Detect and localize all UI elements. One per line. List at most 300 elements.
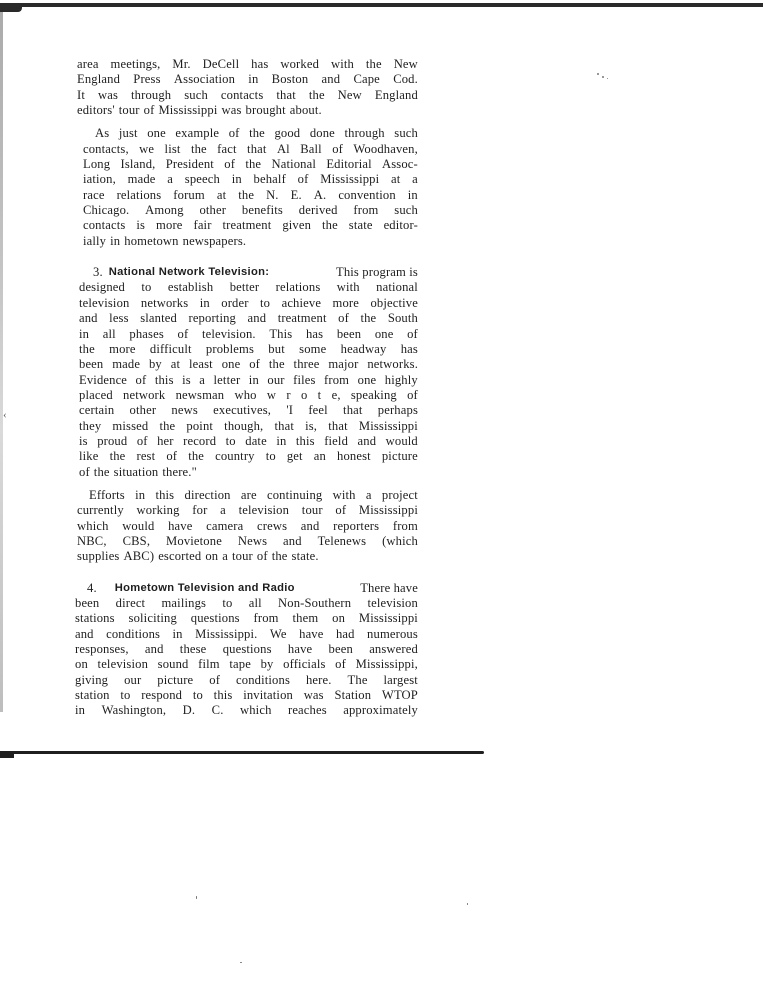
word: Among — [145, 203, 184, 218]
word: Mississippi — [320, 172, 380, 187]
section-heading: Hometown Television and Radio — [114, 581, 295, 594]
word: continuing — [266, 487, 323, 502]
word: that — [247, 141, 267, 156]
word: such — [394, 203, 418, 218]
text-line — [75, 703, 418, 718]
word: by — [260, 657, 274, 672]
word: one — [374, 326, 394, 341]
scan-speck — [240, 962, 242, 963]
margin-mark: ‹ — [3, 409, 7, 421]
word: been — [336, 326, 362, 341]
word: questions — [222, 642, 272, 657]
word: in — [231, 172, 242, 187]
word: New — [337, 87, 362, 102]
word: on — [205, 549, 219, 564]
word: headway — [340, 341, 387, 356]
word: of — [209, 672, 221, 687]
word: there." — [162, 464, 197, 479]
word: race — [83, 187, 105, 202]
word: Mississippi. — [195, 626, 258, 641]
word: and — [357, 433, 377, 448]
word: of — [228, 126, 240, 141]
word: relations — [116, 187, 162, 202]
word: list — [164, 141, 181, 156]
word: been — [79, 357, 104, 372]
word: and — [300, 518, 320, 533]
word: ially — [83, 233, 107, 248]
text-line — [77, 88, 418, 103]
word: record — [183, 433, 217, 448]
word: had — [335, 626, 355, 641]
word: slanted — [140, 311, 177, 326]
word: files — [293, 372, 316, 387]
word: phases — [129, 326, 164, 341]
word: this — [155, 487, 175, 502]
word: of — [407, 326, 418, 341]
word: national — [376, 280, 418, 295]
word: officials — [283, 657, 326, 672]
word: television — [367, 596, 418, 610]
word: brought — [245, 103, 286, 118]
word: point — [186, 418, 214, 433]
text-line — [79, 373, 418, 388]
word: We — [269, 626, 287, 641]
word: invitation — [243, 688, 293, 703]
word: South — [387, 311, 418, 326]
word: C. — [211, 703, 224, 718]
text-line — [77, 57, 418, 72]
text-line — [83, 142, 418, 157]
word: that — [276, 87, 296, 102]
word: by — [148, 357, 162, 372]
word: get — [286, 449, 303, 464]
word: has — [305, 326, 324, 341]
word: convention — [338, 187, 396, 202]
bottom-border-rule — [0, 751, 484, 754]
word: a — [222, 549, 229, 564]
word: major — [328, 357, 359, 372]
word: the — [308, 87, 325, 102]
word: rest — [136, 449, 156, 464]
word: with — [332, 487, 356, 502]
word: This — [269, 326, 293, 341]
word: of — [136, 433, 148, 448]
text-line — [77, 549, 418, 564]
word: highly — [384, 372, 418, 387]
text-line — [75, 627, 418, 642]
word: treatment — [222, 218, 272, 233]
scan-speck — [467, 903, 468, 905]
word: our — [267, 372, 285, 387]
text-line — [79, 280, 418, 295]
word: tape — [229, 657, 251, 672]
word: network — [123, 387, 166, 402]
text-line — [79, 419, 418, 434]
text-line — [75, 673, 418, 688]
word: relations — [275, 280, 321, 295]
word: and — [247, 311, 267, 326]
word: from — [324, 372, 350, 387]
word: was — [97, 87, 119, 102]
section-heading-line — [79, 265, 418, 280]
word: to — [222, 596, 233, 610]
text-line — [75, 642, 418, 657]
word: the — [188, 449, 205, 464]
word: the — [159, 418, 176, 433]
word: the — [190, 141, 207, 156]
word: Evidence — [79, 372, 128, 387]
word: television. — [201, 326, 256, 341]
word: all — [102, 326, 116, 341]
text-line — [75, 657, 418, 672]
word: this — [154, 372, 174, 387]
text-line — [79, 465, 418, 480]
word: difficult — [149, 341, 192, 356]
word: the — [109, 449, 126, 464]
word: mailings — [161, 596, 207, 610]
word: E. — [290, 187, 302, 202]
word: Mississippi, — [355, 657, 418, 672]
word: though, — [224, 418, 264, 433]
word: NBC, — [77, 533, 107, 548]
word: one — [147, 126, 166, 141]
word: state — [348, 218, 373, 233]
word: three — [293, 357, 320, 372]
word: date — [245, 433, 267, 448]
word: field — [324, 433, 349, 448]
word: largest — [383, 672, 418, 687]
word: and — [144, 642, 164, 657]
word: missed — [112, 418, 149, 433]
scan-speck — [607, 78, 608, 79]
word: one — [357, 372, 377, 387]
word: the — [360, 311, 377, 326]
top-border-rule — [0, 3, 763, 7]
word: camera — [206, 518, 244, 533]
word: an — [313, 449, 326, 464]
paragraph-3 — [79, 265, 418, 480]
word: the — [79, 341, 95, 356]
word: the — [238, 187, 255, 202]
word: working — [136, 503, 180, 518]
paragraph-4 — [77, 488, 418, 565]
word: project — [381, 487, 418, 502]
word: WTOP — [381, 688, 418, 703]
word: in — [276, 433, 287, 448]
word: D. — [182, 703, 196, 718]
word: of — [332, 141, 344, 156]
word: a — [365, 487, 372, 502]
word: A. — [313, 187, 327, 202]
word: have — [299, 626, 324, 641]
word: through — [344, 126, 385, 141]
section-number: 4. — [87, 580, 97, 595]
scan-speck — [602, 76, 604, 78]
word: Mississippi — [358, 611, 418, 626]
word: done — [309, 126, 335, 141]
word: It — [77, 87, 85, 102]
word: been — [75, 596, 100, 610]
word: executives, — [213, 403, 272, 418]
word: t — [317, 387, 322, 402]
word: made — [112, 357, 141, 372]
word: would — [122, 518, 155, 533]
text-line — [83, 203, 418, 218]
word: have — [287, 642, 313, 657]
word: given — [282, 218, 312, 233]
word: responses, — [75, 642, 129, 657]
word: from — [253, 611, 279, 626]
word: sound — [157, 657, 189, 672]
word: has — [400, 341, 418, 356]
heading-line-text: This program is — [335, 265, 418, 280]
word: contacts — [83, 218, 126, 233]
word: on — [75, 657, 88, 672]
word: placed — [79, 387, 113, 402]
word: e, — [331, 387, 341, 402]
word: o — [300, 387, 308, 402]
word: that — [274, 418, 294, 433]
text-line — [79, 311, 418, 326]
word: all — [248, 596, 262, 610]
word: stations — [75, 611, 115, 626]
word: with — [330, 57, 354, 71]
word: feel — [308, 403, 328, 418]
word: to — [265, 449, 276, 464]
word: this — [213, 688, 233, 703]
text-line — [83, 157, 418, 172]
word: more — [156, 218, 183, 233]
word: more — [332, 295, 360, 310]
word: film — [198, 657, 220, 672]
word: of — [249, 357, 260, 372]
word: CBS, — [122, 533, 151, 548]
text-line — [79, 296, 418, 311]
word: benefits — [241, 203, 283, 218]
word: television — [79, 295, 130, 310]
word: in — [79, 326, 90, 341]
word: order — [221, 295, 249, 310]
word: editor- — [383, 218, 418, 233]
word: made — [127, 172, 156, 187]
word: and — [321, 72, 341, 87]
bottom-border-corner — [0, 754, 14, 758]
word: was — [221, 103, 242, 118]
word: to — [141, 280, 152, 295]
word: country — [215, 449, 255, 464]
word: television — [238, 503, 290, 518]
word: tour — [301, 503, 323, 518]
word: certain — [79, 403, 115, 418]
word: been — [328, 642, 353, 657]
word: proud — [97, 433, 128, 448]
word: other — [129, 403, 157, 418]
word: from — [353, 203, 379, 218]
word: that — [328, 418, 348, 433]
word: but — [268, 341, 285, 356]
word: Movietone — [166, 533, 222, 548]
top-border-corner — [0, 7, 22, 12]
word: this — [295, 433, 315, 448]
text-line — [83, 172, 418, 187]
word: situation — [113, 464, 159, 479]
section-heading-line — [75, 581, 418, 596]
word: News — [237, 533, 268, 548]
word: the — [271, 549, 288, 564]
word: objective — [370, 295, 418, 310]
word: Press — [133, 72, 161, 87]
word: was — [303, 688, 324, 703]
word: tour — [118, 103, 140, 118]
word: through — [131, 87, 172, 102]
word: to — [192, 688, 203, 703]
word: treatment — [277, 311, 327, 326]
word: networks. — [367, 357, 418, 372]
word: Telenews — [317, 533, 367, 548]
word: of — [177, 326, 189, 341]
word: at — [216, 187, 227, 202]
word: have — [168, 518, 193, 533]
word: r — [286, 387, 291, 402]
word: like — [79, 449, 99, 464]
word: Long — [83, 157, 111, 172]
word: one — [221, 357, 241, 372]
word: of — [166, 449, 178, 464]
word: are — [240, 487, 257, 502]
word: Boston — [271, 72, 309, 87]
word: station — [75, 688, 110, 703]
word: speech — [184, 172, 220, 187]
word: which — [77, 518, 109, 533]
word: would — [385, 433, 418, 448]
paragraph-5 — [75, 581, 418, 719]
word: questions — [190, 611, 240, 626]
word: in — [110, 233, 121, 248]
word: and — [75, 626, 94, 641]
word: newsman — [175, 387, 225, 402]
word: in — [248, 72, 259, 87]
word: we — [139, 141, 155, 156]
word: currently — [77, 503, 124, 518]
word: perhaps — [377, 403, 418, 418]
word: The — [347, 672, 368, 687]
word: to — [120, 688, 131, 703]
text-line — [75, 611, 418, 626]
text-line — [77, 519, 418, 534]
text-line — [75, 596, 418, 611]
word: honest — [337, 449, 371, 464]
text-line — [77, 534, 418, 549]
word: of — [143, 103, 155, 118]
word: approximately — [343, 703, 418, 718]
word: contacts, — [83, 141, 129, 156]
text-line — [79, 403, 418, 418]
left-scan-edge — [0, 12, 3, 712]
word: Al — [276, 141, 290, 156]
word: is — [182, 372, 191, 387]
word: 'I — [286, 403, 294, 418]
word: achieve — [281, 295, 322, 310]
word: problems — [205, 341, 254, 356]
word: Station — [334, 688, 372, 703]
word: establish — [167, 280, 214, 295]
word: respond — [141, 688, 183, 703]
word: such — [184, 87, 208, 102]
text-line — [77, 503, 418, 518]
text-line — [79, 388, 418, 403]
word: of — [297, 172, 309, 187]
word: reporting — [188, 311, 236, 326]
word: of — [335, 657, 346, 672]
word: television — [97, 657, 149, 672]
word: As — [95, 126, 110, 141]
document-body — [77, 57, 418, 719]
word: Mississippi — [158, 103, 218, 118]
word: about. — [289, 103, 322, 118]
scan-speck — [196, 896, 197, 899]
word: contacts — [220, 87, 264, 102]
word: with — [336, 280, 360, 295]
word: England — [77, 72, 121, 87]
word: the — [93, 464, 110, 479]
word: tour — [232, 549, 253, 564]
word: Efforts — [89, 487, 125, 502]
word: of — [79, 464, 90, 479]
word: derived — [298, 203, 338, 218]
word: crews — [257, 518, 288, 533]
word: better — [229, 280, 260, 295]
word: them — [292, 611, 319, 626]
text-line — [83, 234, 418, 249]
word: who — [234, 387, 257, 402]
text-line — [77, 103, 418, 118]
word: of — [338, 311, 349, 326]
word: here. — [305, 672, 332, 687]
word: New — [393, 57, 418, 71]
word: N. — [266, 187, 279, 202]
word: least — [188, 357, 213, 372]
word: at — [391, 172, 401, 187]
word: Editorial — [326, 157, 372, 172]
word: the — [249, 126, 265, 141]
text-line — [95, 126, 418, 141]
word: of — [407, 387, 418, 402]
word: state. — [291, 549, 319, 564]
text-line — [79, 449, 418, 464]
word: speaking — [350, 387, 397, 402]
word: Island, — [120, 157, 156, 172]
word: Chicago. — [83, 203, 130, 218]
word: that — [343, 403, 363, 418]
word: (which — [382, 533, 418, 548]
word: area — [77, 57, 99, 71]
word: is — [79, 433, 88, 448]
scan-speck — [597, 73, 599, 75]
word: Cod. — [393, 72, 418, 87]
word: news — [171, 403, 198, 418]
text-line — [79, 342, 418, 357]
word: Woodhaven, — [353, 141, 418, 156]
word: a — [199, 372, 206, 387]
section-heading: National Network Television: — [108, 266, 270, 279]
word: answered — [369, 642, 418, 657]
word: the — [268, 357, 285, 372]
word: in — [248, 372, 259, 387]
word: to — [225, 433, 236, 448]
text-line — [89, 488, 418, 503]
word: of — [135, 372, 147, 387]
word: is, — [305, 418, 318, 433]
